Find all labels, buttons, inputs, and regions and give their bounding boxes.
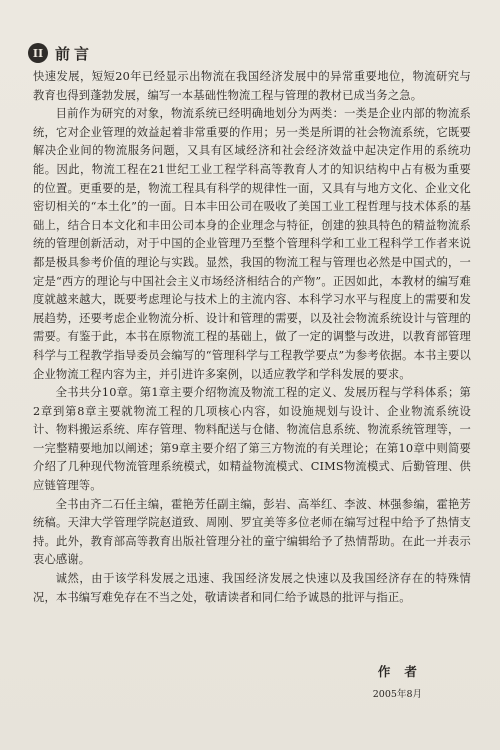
signoff-date: 2005年8月	[372, 689, 422, 700]
paragraph-continuation: 快速发展，短短20年已经显示出物流在我国经济发展中的异常重要地位，物流研究与教育也得到蓬勃发展，编写一本基础性物流工程与管理的教材已成当务之急。	[33, 70, 471, 102]
paragraph-closing: 诚然，由于该学科发展之迅速、我国经济发展之快速以及我国经济存在的特殊情况，本书编写难免存在不当之处，敬请读者和同仁给予诚恳的批评与指正。	[33, 572, 471, 604]
paragraph-logistics-systems: 目前作为研究的对象，物流系统已经明确地划分为两类：一类是企业内部的物流系统，它对企业管理的效益起着非常重要的作用；另一类是所谓的社会物流系统，它既要解决企业间的物流服务问题，又具有区域经济和社会经济效益中起决定作用的系统功能。因此，物流工程在21世纪工业工程学科高等教育人才的知识结构中占有极为重要的位置。更重要的是，物流工程具有科学的规律性一面，又具有与地方文化、企业文化密切相关的“本土化”的一面。日本丰田公司在吸收了美国工业工程哲理与技术体系的基础上，结合日本文化和丰田公司本身的企业理念与特征，创建的独具特色的精益物流系统的管理创新活动，对于中国的企业管理乃至整个管理科学和工业工程科学工作者来说都是极具参考价值的理论与实践。显然，我国的物流工程与管理也必然是中国式的，一定是“西方的理论与中国社会主义市场经济相结合的产物”。正因如此，本教材的编写难度就越来越大，既要考虑理论与技术上的主流内容、本科学习水平与程度上的需要和发展趋势，还要考虑企业物流分析、设计和管理的需要，以及社会物流系统设计与管理的需要。有鉴于此，本书在原物流工程的基础上，做了一定的调整与改进，以教育部管理科学与工程教学指导委员会编写的“管理科学与工程教学要点”为参考依据。本书主要以企业物流工程内容为主，并引进许多案例，以适应教学和学科发展的要求。	[33, 107, 471, 381]
paragraph-acknowledgements: 全书由齐二石任主编，霍艳芳任副主编，彭岩、高举红、李波、林强参编，霍艳芳统稿。天津大学管理学院赵道致、周刚、罗宜美等多位老师在编写过程中给予了热情支持。此外，教育部高等教育出版社管理分社的童宁编辑给予了热情帮助。在此一并表示衷心感谢。	[33, 497, 471, 567]
page-header	[28, 42, 480, 64]
author-signature: 作者	[377, 664, 431, 679]
page-number-badge: II	[28, 43, 48, 63]
section-title: 前言	[55, 44, 94, 63]
paragraph-book-structure: 全书共分10章。第1章主要介绍物流及物流工程的定义、发展历程与学科体系；第2章到第8章主要就物流工程的几项核心内容，如设施规划与设计、企业物流系统设计、物料搬运系统、库存管理、物料配送与仓储、物流信息系统、物流系统管理等，一一完整精要地加以阐述；第9章主要介绍了第三方物流的有关理论；在第10章中则简要介绍了几种现代物流管理系统模式，如精益物流模式、CIMS物流模式、后勤管理、供应链管理等。	[33, 386, 471, 493]
signoff	[372, 662, 431, 700]
preface-body	[33, 68, 471, 607]
